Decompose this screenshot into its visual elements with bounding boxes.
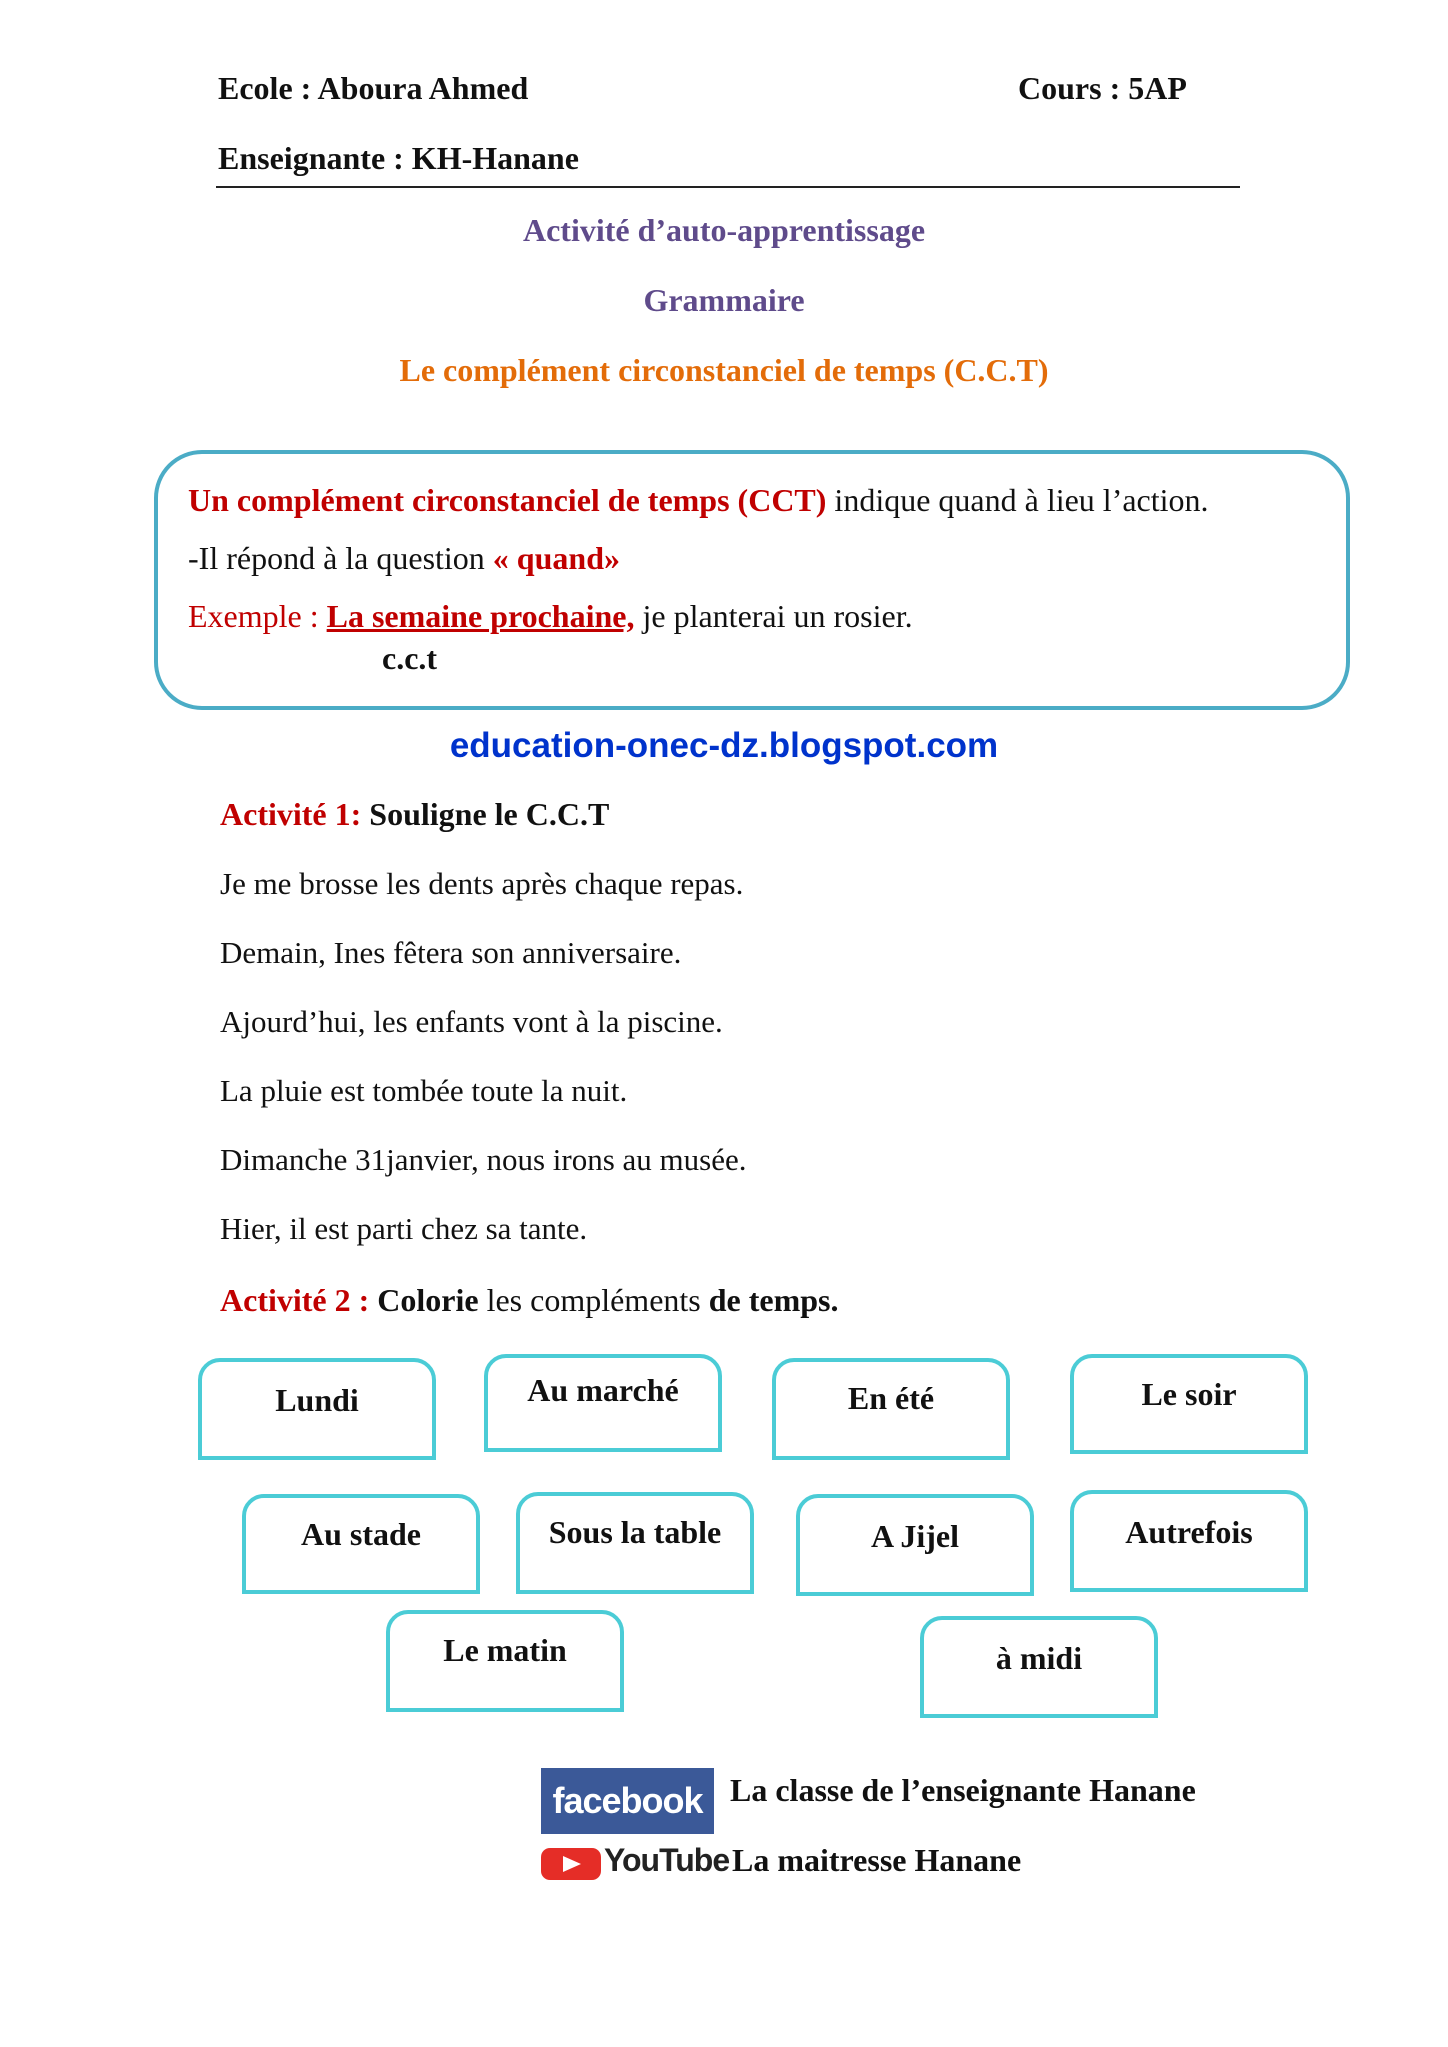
sentence-4: La pluie est tombée toute la nuit. bbox=[220, 1073, 628, 1108]
example-rest: je planterai un rosier. bbox=[634, 598, 913, 634]
definition-term: Un complément circonstanciel de temps (CCT) bbox=[188, 482, 827, 518]
card-le-matin[interactable] bbox=[386, 1610, 624, 1712]
question-line bbox=[188, 540, 620, 577]
card-label: Au stade bbox=[300, 1516, 421, 1552]
card-label: A Jijel bbox=[871, 1518, 959, 1554]
card-lundi[interactable] bbox=[198, 1358, 436, 1460]
activity1-instruction: Souligne le C.C.T bbox=[361, 796, 610, 832]
card-en-ete[interactable] bbox=[772, 1358, 1010, 1460]
card-label: Lundi bbox=[275, 1382, 359, 1418]
facebook-logo-icon[interactable]: facebook bbox=[541, 1768, 714, 1834]
activity2-label: Activité 2 : bbox=[220, 1282, 370, 1318]
activity2-middle: les compléments bbox=[478, 1282, 709, 1318]
youtube-logo-text[interactable]: YouTube bbox=[604, 1842, 730, 1878]
card-label: Autrefois bbox=[1125, 1514, 1253, 1550]
example-line bbox=[188, 598, 913, 635]
question-prefix: -Il répond à la question bbox=[188, 540, 493, 576]
example-tag: c.c.t bbox=[382, 640, 438, 676]
card-au-stade[interactable] bbox=[242, 1494, 480, 1594]
youtube-play-icon[interactable] bbox=[541, 1848, 601, 1880]
card-label: Sous la table bbox=[548, 1514, 722, 1550]
card-a-jijel[interactable] bbox=[796, 1494, 1034, 1596]
sentence-3: Ajourd’hui, les enfants vont à la piscine. bbox=[220, 1004, 723, 1039]
sentence-5: Dimanche 31janvier, nous irons au musée. bbox=[220, 1142, 747, 1177]
activity2-verb: Colorie bbox=[369, 1282, 479, 1318]
activity1-heading bbox=[220, 796, 609, 833]
card-au-marche[interactable] bbox=[484, 1354, 722, 1452]
card-label: Le matin bbox=[443, 1632, 567, 1668]
website-url[interactable]: education-onec-dz.blogspot.com bbox=[449, 726, 999, 765]
example-cct: La semaine prochaine, bbox=[326, 598, 635, 634]
activity2-heading bbox=[220, 1282, 839, 1319]
definition-rest: indique quand à lieu l’action. bbox=[826, 482, 1209, 518]
card-label: à midi bbox=[995, 1640, 1083, 1676]
card-sous-la-table[interactable] bbox=[516, 1492, 754, 1594]
subject-title: Grammaire bbox=[643, 282, 805, 318]
facebook-page-name: La classe de l’enseignante Hanane bbox=[730, 1772, 1196, 1808]
card-label: Le soir bbox=[1141, 1376, 1237, 1412]
card-label: En été bbox=[847, 1380, 935, 1416]
activity1-label: Activité 1: bbox=[220, 796, 362, 832]
sentence-1: Je me brosse les dents après chaque repas. bbox=[220, 866, 744, 901]
youtube-channel-name: La maitresse Hanane bbox=[732, 1842, 1022, 1878]
card-a-midi[interactable] bbox=[920, 1616, 1158, 1718]
card-label: Au marché bbox=[527, 1372, 679, 1408]
course-level: Cours : 5AP bbox=[1018, 70, 1187, 106]
card-le-soir[interactable] bbox=[1070, 1354, 1308, 1454]
question-word: « quand» bbox=[492, 540, 620, 576]
school-name: Ecole : Aboura Ahmed bbox=[218, 70, 529, 106]
sentence-2: Demain, Ines fêtera son anniversaire. bbox=[220, 935, 682, 970]
definition-line bbox=[188, 482, 1209, 519]
example-label: Exemple : bbox=[188, 598, 327, 634]
activity2-end: de temps. bbox=[708, 1282, 839, 1318]
lesson-title: Le complément circonstanciel de temps (C.C.T) bbox=[399, 352, 1049, 388]
header-divider bbox=[216, 186, 1240, 188]
activity-title: Activité d’auto-apprentissage bbox=[522, 212, 926, 248]
sentence-6: Hier, il est parti chez sa tante. bbox=[220, 1211, 588, 1246]
teacher-name: Enseignante : KH-Hanane bbox=[218, 140, 579, 176]
card-autrefois[interactable] bbox=[1070, 1490, 1308, 1592]
